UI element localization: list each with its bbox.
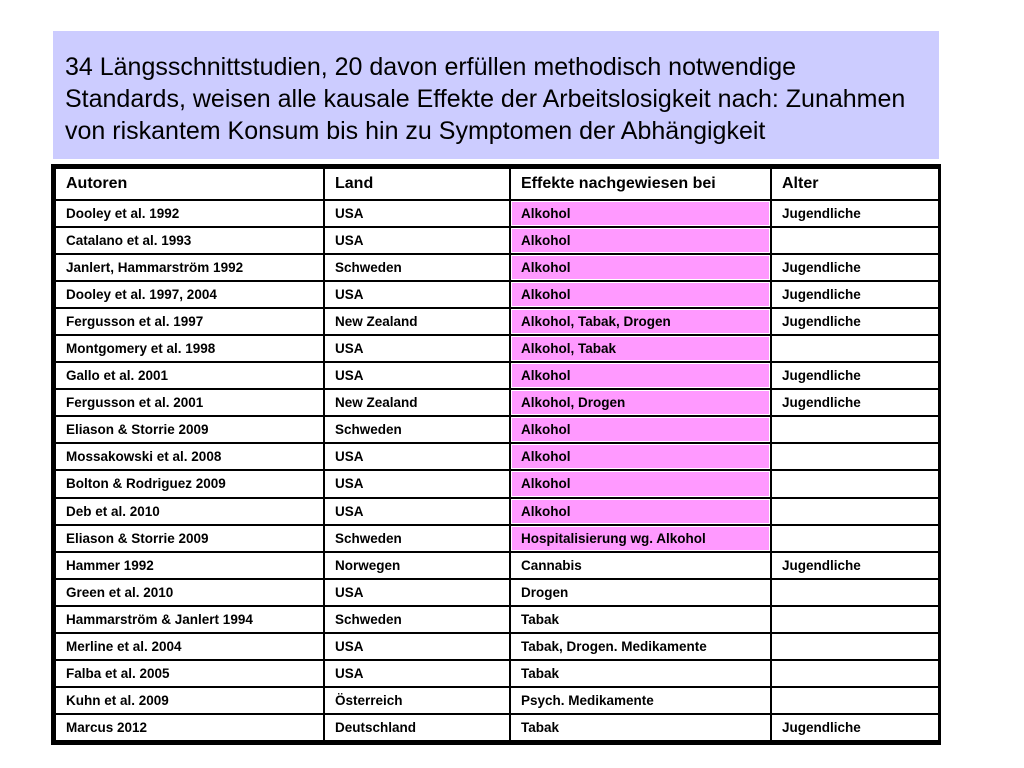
cell-land: Norwegen	[324, 552, 510, 579]
cell-land: USA	[324, 335, 510, 362]
cell-effekte: Psych. Medikamente	[510, 687, 771, 714]
cell-autoren: Gallo et al. 2001	[55, 362, 324, 389]
cell-land: Schweden	[324, 416, 510, 443]
cell-autoren: Mossakowski et al. 2008	[55, 443, 324, 470]
header-autoren: Autoren	[55, 168, 324, 200]
header-effekte: Effekte nachgewiesen bei	[510, 168, 771, 200]
cell-land: USA	[324, 443, 510, 470]
table-row	[55, 660, 939, 687]
cell-autoren: Montgomery et al. 1998	[55, 335, 324, 362]
cell-effekte: Alkohol	[510, 443, 771, 470]
cell-land: New Zealand	[324, 389, 510, 416]
cell-alter	[771, 606, 939, 633]
cell-effekte: Alkohol	[510, 200, 771, 227]
cell-effekte: Tabak	[510, 660, 771, 687]
cell-effekte: Alkohol	[510, 254, 771, 281]
cell-alter	[771, 660, 939, 687]
cell-alter	[771, 525, 939, 552]
slide-title-line-3: von riskantem Konsum bis hin zu Symptomen der Abhängigkeit	[65, 117, 766, 145]
cell-autoren: Fergusson et al. 1997	[55, 308, 324, 335]
cell-effekte: Tabak, Drogen. Medikamente	[510, 633, 771, 660]
cell-effekte: Alkohol, Tabak	[510, 335, 771, 362]
cell-effekte: Alkohol	[510, 470, 771, 497]
cell-alter: Jugendliche	[771, 362, 939, 389]
cell-land: USA	[324, 579, 510, 606]
slide-title-line-2: Standards, weisen alle kausale Effekte der Arbeitslosigkeit nach: Zunahmen	[65, 85, 906, 113]
table-row	[55, 525, 939, 552]
table-row	[55, 552, 939, 579]
cell-autoren: Bolton & Rodriguez 2009	[55, 470, 324, 497]
cell-land: New Zealand	[324, 308, 510, 335]
cell-alter: Jugendliche	[771, 552, 939, 579]
table-row	[55, 254, 939, 281]
cell-effekte: Tabak	[510, 606, 771, 633]
cell-autoren: Kuhn et al. 2009	[55, 687, 324, 714]
cell-autoren: Dooley et al. 1997, 2004	[55, 281, 324, 308]
cell-alter	[771, 633, 939, 660]
cell-autoren: Eliason & Storrie 2009	[55, 416, 324, 443]
cell-autoren: Dooley et al. 1992	[55, 200, 324, 227]
table-row	[55, 362, 939, 389]
table-row	[55, 308, 939, 335]
cell-effekte: Cannabis	[510, 552, 771, 579]
cell-alter	[771, 470, 939, 497]
table-row	[55, 498, 939, 525]
cell-alter: Jugendliche	[771, 389, 939, 416]
cell-autoren: Hammarström & Janlert 1994	[55, 606, 324, 633]
cell-land: USA	[324, 227, 510, 254]
cell-land: USA	[324, 200, 510, 227]
cell-alter	[771, 335, 939, 362]
cell-autoren: Catalano et al. 1993	[55, 227, 324, 254]
cell-land: USA	[324, 470, 510, 497]
cell-effekte: Alkohol, Tabak, Drogen	[510, 308, 771, 335]
header-land: Land	[324, 168, 510, 200]
table-row	[55, 443, 939, 470]
cell-land: USA	[324, 362, 510, 389]
cell-autoren: Green et al. 2010	[55, 579, 324, 606]
cell-alter: Jugendliche	[771, 281, 939, 308]
table-row	[55, 416, 939, 443]
cell-alter	[771, 498, 939, 525]
cell-alter	[771, 416, 939, 443]
cell-alter: Jugendliche	[771, 714, 939, 741]
table-row	[55, 281, 939, 308]
cell-autoren: Falba et al. 2005	[55, 660, 324, 687]
cell-effekte: Hospitalisierung wg. Alkohol	[510, 525, 771, 552]
cell-effekte: Alkohol	[510, 362, 771, 389]
table-row	[55, 200, 939, 227]
cell-autoren: Fergusson et al. 2001	[55, 389, 324, 416]
cell-alter	[771, 579, 939, 606]
cell-alter	[771, 687, 939, 714]
slide-title-line-1: 34 Längsschnittstudien, 20 davon erfüllen methodisch notwendige	[65, 53, 797, 81]
table-body	[55, 200, 939, 741]
cell-autoren: Janlert, Hammarström 1992	[55, 254, 324, 281]
cell-autoren: Merline et al. 2004	[55, 633, 324, 660]
cell-effekte: Alkohol, Drogen	[510, 389, 771, 416]
cell-land: Schweden	[324, 606, 510, 633]
cell-land: Schweden	[324, 254, 510, 281]
table-header-row	[55, 168, 939, 200]
table-row	[55, 389, 939, 416]
cell-effekte: Alkohol	[510, 227, 771, 254]
table-row	[55, 606, 939, 633]
cell-effekte: Tabak	[510, 714, 771, 741]
cell-autoren: Eliason & Storrie 2009	[55, 525, 324, 552]
cell-land: Österreich	[324, 687, 510, 714]
cell-land: Deutschland	[324, 714, 510, 741]
cell-alter	[771, 227, 939, 254]
cell-land: USA	[324, 633, 510, 660]
cell-autoren: Hammer 1992	[55, 552, 324, 579]
cell-autoren: Marcus 2012	[55, 714, 324, 741]
header-alter: Alter	[771, 168, 939, 200]
cell-land: Schweden	[324, 525, 510, 552]
studies-table-frame	[51, 164, 941, 745]
cell-effekte: Alkohol	[510, 498, 771, 525]
cell-alter: Jugendliche	[771, 308, 939, 335]
cell-alter	[771, 443, 939, 470]
studies-table	[54, 167, 940, 742]
cell-land: USA	[324, 660, 510, 687]
slide-title-box	[53, 31, 939, 159]
table-row	[55, 687, 939, 714]
table-row	[55, 633, 939, 660]
table-row	[55, 227, 939, 254]
cell-alter: Jugendliche	[771, 200, 939, 227]
table-row	[55, 335, 939, 362]
cell-alter: Jugendliche	[771, 254, 939, 281]
table-row	[55, 470, 939, 497]
cell-effekte: Alkohol	[510, 281, 771, 308]
table-row	[55, 714, 939, 741]
cell-land: USA	[324, 498, 510, 525]
cell-land: USA	[324, 281, 510, 308]
cell-autoren: Deb et al. 2010	[55, 498, 324, 525]
cell-effekte: Alkohol	[510, 416, 771, 443]
cell-effekte: Drogen	[510, 579, 771, 606]
table-row	[55, 579, 939, 606]
